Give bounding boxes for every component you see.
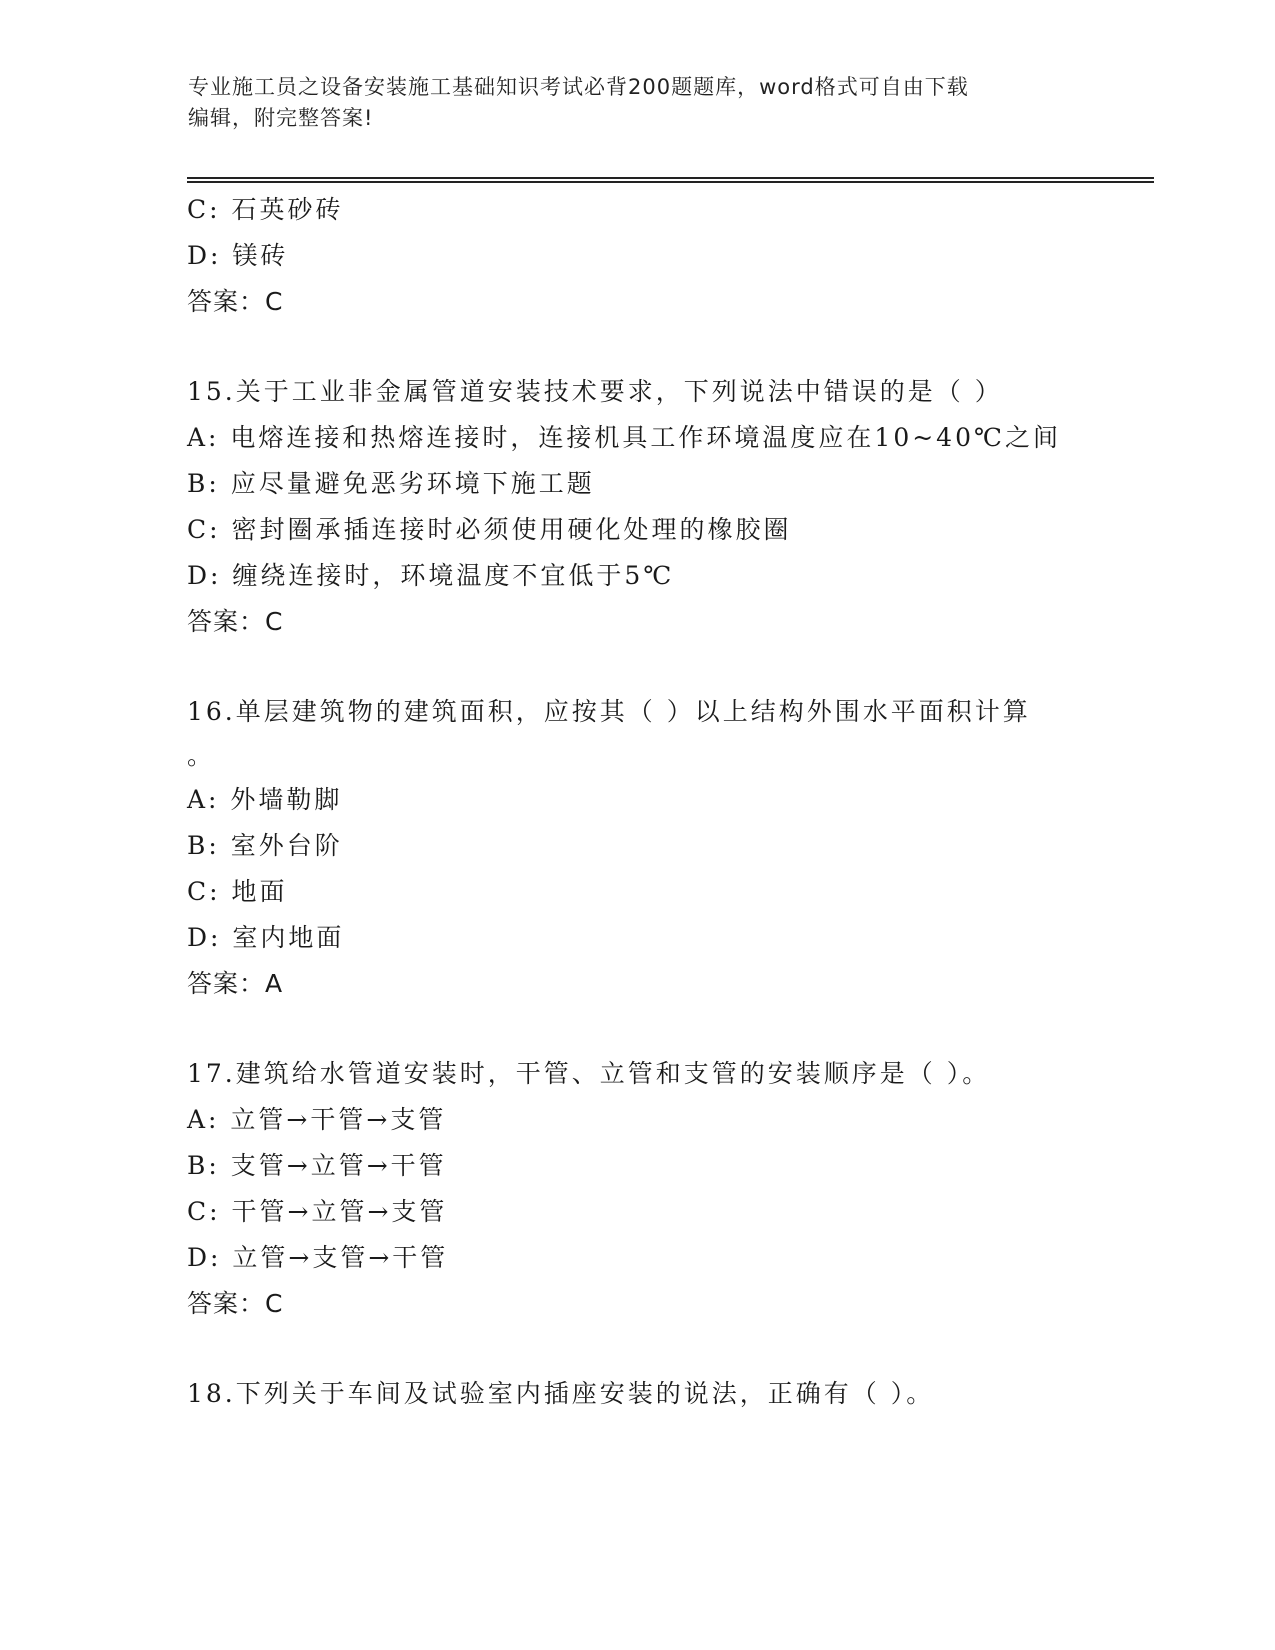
option-a: A: 电熔连接和热熔连接时，连接机具工作环境温度应在10~40℃之间 <box>187 423 1061 452</box>
option-b: B: 支管→立管→干管 <box>187 1151 447 1180</box>
question-16 <box>187 689 1167 1007</box>
answer-line: 答案：C <box>187 287 284 316</box>
option-c: C: 密封圈承插连接时必须使用硬化处理的橡胶圈 <box>187 515 792 544</box>
option-c: C: 地面 <box>187 877 288 906</box>
question-stem-continuation: 。 <box>187 741 216 770</box>
spacer <box>187 645 1167 689</box>
option-c: C: 干管→立管→支管 <box>187 1197 448 1226</box>
document-body <box>187 187 1167 1417</box>
question-partial-14 <box>187 187 1167 325</box>
question-15 <box>187 369 1167 645</box>
option-d: D: 缠绕连接时，环境温度不宜低于5℃ <box>187 561 675 590</box>
question-17 <box>187 1051 1167 1327</box>
spacer <box>187 325 1167 369</box>
answer-line: 答案：C <box>187 607 284 636</box>
spacer <box>187 1007 1167 1051</box>
header-line-1: 专业施工员之设备安装施工基础知识考试必背200题题库，word格式可自由下载 <box>188 75 969 99</box>
question-18 <box>187 1371 1167 1417</box>
question-stem: 16.单层建筑物的建筑面积，应按其（ ）以上结构外围水平面积计算 <box>187 697 1031 726</box>
spacer <box>187 1327 1167 1371</box>
question-stem: 18.下列关于车间及试验室内插座安装的说法，正确有（ ）。 <box>187 1379 935 1408</box>
option-d: D: 室内地面 <box>187 923 345 952</box>
document-header <box>188 72 1088 134</box>
header-divider-top <box>187 177 1154 179</box>
header-line-2: 编辑，附完整答案! <box>188 106 374 130</box>
option-d: D: 镁砖 <box>187 241 289 270</box>
header-divider-bottom <box>187 181 1154 183</box>
question-stem: 15.关于工业非金属管道安装技术要求，下列说法中错误的是（ ） <box>187 377 1003 406</box>
answer-line: 答案：A <box>187 969 284 998</box>
option-b: B: 应尽量避免恶劣环境下施工题 <box>187 469 595 498</box>
option-d: D: 立管→支管→干管 <box>187 1243 449 1272</box>
option-a: A: 立管→干管→支管 <box>187 1105 447 1134</box>
option-c: C: 石英砂砖 <box>187 195 344 224</box>
question-stem: 17.建筑给水管道安装时，干管、立管和支管的安装顺序是（ ）。 <box>187 1059 991 1088</box>
answer-line: 答案：C <box>187 1289 284 1318</box>
option-a: A: 外墙勒脚 <box>187 785 343 814</box>
option-b: B: 室外台阶 <box>187 831 343 860</box>
